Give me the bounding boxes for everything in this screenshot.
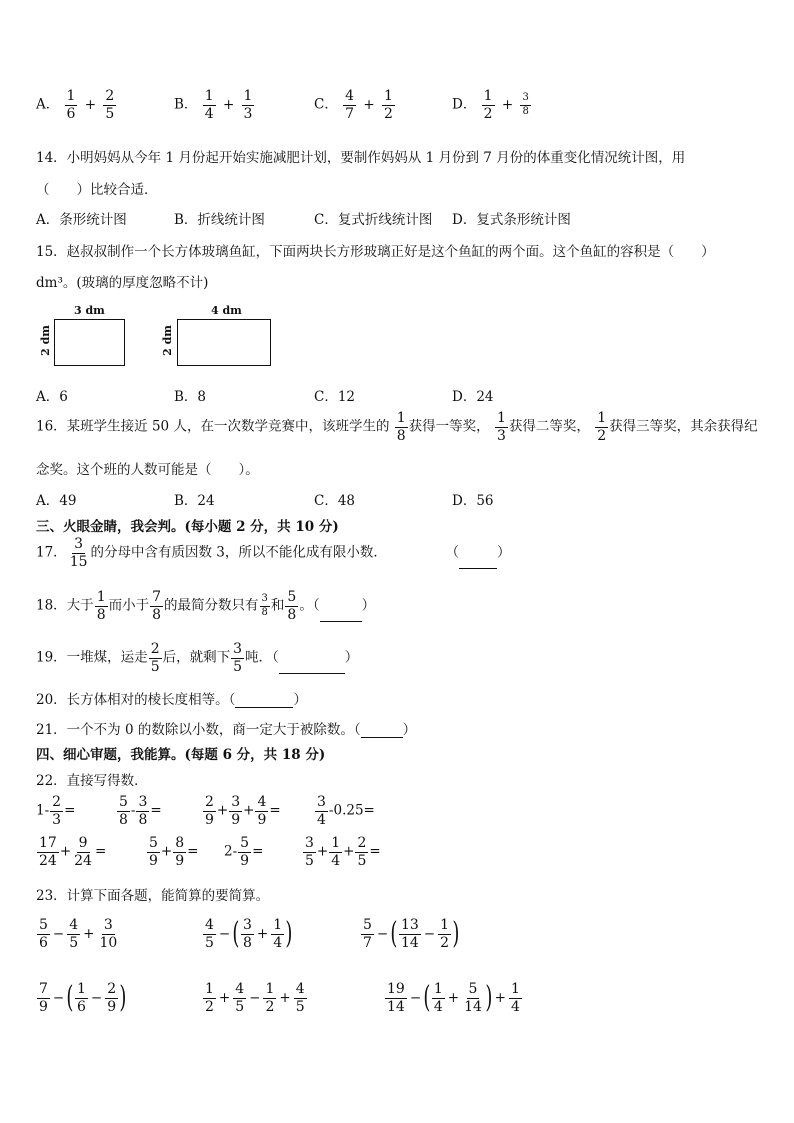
fraction: $\frac{13}{14}$ bbox=[400, 917, 419, 951]
q14-text-line1: 14．小明妈妈从今年 1 月份起开始实施减肥计划，要制作妈妈从 1 月份到 7 月份的体重变化情况统计图，用 bbox=[36, 150, 686, 166]
rect1-side-label: 2 dm bbox=[38, 325, 52, 356]
fraction: $\frac{2}{9}$ bbox=[205, 794, 214, 828]
q22-expr: $\frac{17}{24}$ + $\frac{9}{24}$ = bbox=[39, 835, 107, 869]
rect1-top-label: 3 dm bbox=[74, 304, 105, 317]
fraction: $\frac{3}{15}$ bbox=[69, 536, 88, 570]
fraction: $\frac{5}{9}$ bbox=[240, 835, 250, 869]
fraction: $\frac{5}{8}$ bbox=[119, 794, 128, 828]
q23-expr: $\frac{5}{7}$ −( $\frac{13}{14}$ − $\frac{1}{2}$ ) bbox=[363, 916, 460, 952]
q16-option-d: D．56 bbox=[452, 493, 494, 509]
fraction: $\frac{17}{24}$ bbox=[39, 835, 57, 869]
fraction: $\frac{1}{4}$ bbox=[331, 835, 341, 869]
q22-expr: $\frac{2}{9}$ + $\frac{3}{9}$ + $\frac{4}{9}$ = bbox=[205, 794, 281, 828]
q22-expr: $\frac{3}{5}$ + $\frac{1}{4}$ + $\frac{2}{5}$ = bbox=[305, 835, 381, 869]
fraction: $\frac{19}{14}$ bbox=[387, 981, 405, 1015]
fraction: $\frac{1}{2}$ bbox=[597, 410, 607, 444]
fraction: $\frac{1}{4}$ bbox=[204, 88, 214, 122]
q15-option-b: B．8 bbox=[174, 389, 207, 405]
fraction: $\frac{1}{3}$ bbox=[496, 410, 506, 444]
answer-blank[interactable] bbox=[235, 695, 293, 708]
answer-blank[interactable] bbox=[361, 725, 403, 738]
fraction: $\frac{2}{3}$ bbox=[52, 794, 62, 828]
section-4-heading: 四、细心审题，我能算。(每题 6 分，共 18 分) bbox=[36, 747, 326, 763]
fraction: $\frac{3}{5}$ bbox=[233, 641, 243, 675]
fraction: $\frac{1}{4}$ bbox=[273, 917, 283, 951]
answer-blank[interactable] bbox=[320, 609, 362, 622]
q13-option-b: B． $\frac{1}{4}$ + $\frac{1}{3}$ bbox=[174, 88, 253, 122]
fraction: $\frac{3}{8}$ bbox=[261, 593, 268, 618]
fraction: $\frac{4}{5}$ bbox=[69, 917, 79, 951]
fraction: $\frac{4}{5}$ bbox=[205, 917, 214, 951]
fraction: $\frac{4}{9}$ bbox=[257, 794, 267, 828]
q22-expr: $\frac{5}{9}$ + $\frac{8}{9}$ = bbox=[149, 835, 199, 869]
glass-rectangle-3x2 bbox=[54, 319, 125, 366]
q15-option-a: A．6 bbox=[36, 389, 68, 405]
fraction: $\frac{5}{6}$ bbox=[39, 917, 48, 951]
q20: 20．长方体相对的棱长度相等。（ ） bbox=[36, 692, 307, 708]
q22-expr: 2- $\frac{5}{9}$ = bbox=[224, 835, 264, 869]
q23-expr: $\frac{4}{5}$ −( $\frac{3}{8}$ + $\frac{1}{4}$ ) bbox=[205, 916, 293, 952]
q16-text-line2: 念奖。这个班的人数可能是（ ）。 bbox=[36, 462, 259, 478]
fraction: $\frac{3}{8}$ bbox=[522, 92, 529, 117]
q18: 18．大于 $\frac{1}{8}$ 而小于 $\frac{7}{8}$ 的最简分数只有 $\frac{3}{8}$ 和 $\frac{5}{8}$ 。（ ） bbox=[36, 589, 376, 623]
fraction: $\frac{9}{24}$ bbox=[74, 835, 92, 869]
q23-expr: $\frac{1}{2}$ + $\frac{4}{5}$ − $\frac{1}{2}$ + $\frac{4}{5}$ bbox=[205, 981, 305, 1015]
q14-option-b: B．折线统计图 bbox=[174, 212, 265, 228]
answer-blank[interactable] bbox=[459, 556, 497, 569]
fraction: $\frac{5}{9}$ bbox=[149, 835, 158, 869]
q14-text-line2: （ ）比较合适． bbox=[36, 182, 158, 198]
q22-expr: $\frac{5}{8}$ - $\frac{3}{8}$ = bbox=[119, 794, 162, 828]
fraction: $\frac{1}{6}$ bbox=[66, 88, 76, 122]
fraction: $\frac{1}{8}$ bbox=[396, 410, 406, 444]
q14-option-d: D．复式条形统计图 bbox=[452, 212, 571, 228]
q15-text-line1: 15．赵叔叔制作一个长方体玻璃鱼缸，下面两块长方形玻璃正好是这个鱼缸的两个面。这个鱼缸的容积是（ ） bbox=[36, 244, 715, 260]
fraction: $\frac{5}{8}$ bbox=[287, 589, 297, 623]
fraction: $\frac{1}{2}$ bbox=[205, 981, 214, 1015]
q16-option-c: C．48 bbox=[314, 493, 356, 509]
fraction: $\frac{2}{5}$ bbox=[150, 641, 160, 675]
fraction: $\frac{4}{5}$ bbox=[235, 981, 245, 1015]
q13-option-a: A． $\frac{1}{6}$ + $\frac{2}{5}$ bbox=[36, 88, 115, 122]
section-3-heading: 三、火眼金睛，我会判。(每小题 2 分，共 10 分) bbox=[36, 519, 339, 535]
answer-blank[interactable] bbox=[279, 661, 345, 674]
fraction: $\frac{3}{8}$ bbox=[138, 794, 148, 828]
q16-option-b: B．24 bbox=[174, 493, 215, 509]
fraction: $\frac{8}{9}$ bbox=[175, 835, 185, 869]
q17: 17． $\frac{3}{15}$ 的分母中含有质因数 3，所以不能化成有限小数． （ ） bbox=[36, 536, 511, 570]
q16-option-a: A．49 bbox=[36, 493, 77, 509]
q23-expr: $\frac{7}{9}$ −( $\frac{1}{6}$ − $\frac{2}{9}$ ) bbox=[39, 980, 127, 1016]
fraction: $\frac{5}{7}$ bbox=[363, 917, 372, 951]
q13-option-d: D． $\frac{1}{2}$ + $\frac{3}{8}$ bbox=[452, 88, 529, 122]
fraction: $\frac{5}{14}$ bbox=[464, 981, 482, 1015]
q23-expr: $\frac{5}{6}$ − $\frac{4}{5}$ + $\frac{3}{10}$ bbox=[39, 917, 118, 951]
q22-title: 22．直接写得数． bbox=[36, 773, 148, 789]
q14-option-c: C．复式折线统计图 bbox=[314, 212, 433, 228]
fraction: $\frac{1}{4}$ bbox=[510, 981, 520, 1015]
fraction: $\frac{1}{6}$ bbox=[76, 981, 86, 1015]
fraction: $\frac{3}{10}$ bbox=[99, 917, 118, 951]
fraction: $\frac{3}{5}$ bbox=[305, 835, 314, 869]
q21: 21．一个不为 0 的数除以小数，商一定大于被除数。（ ） bbox=[36, 722, 417, 738]
q16-text-line1: 16．某班学生接近 50 人，在一次数学竞赛中，该班学生的 $\frac{1}{8}$ 获得一等奖， $\frac{1}{3}$ 获得二等奖， $\frac{1}{2}$ 获得三等奖，其余获得纪 bbox=[36, 410, 758, 444]
fraction: $\frac{3}{9}$ bbox=[231, 794, 241, 828]
fraction: $\frac{2}{5}$ bbox=[105, 88, 115, 122]
q15-text-line2: dm³。(玻璃的厚度忽略不计) bbox=[36, 275, 209, 291]
fraction: $\frac{1}{2}$ bbox=[383, 88, 393, 122]
q15-option-c: C．12 bbox=[314, 389, 356, 405]
fraction: $\frac{3}{4}$ bbox=[317, 794, 326, 828]
fraction: $\frac{2}{9}$ bbox=[107, 981, 117, 1015]
q23-title: 23．计算下面各题，能简算的要简算。 bbox=[36, 888, 270, 904]
q22-expr: $\frac{3}{4}$ -0.25= bbox=[317, 794, 375, 828]
q13-option-c: C． $\frac{4}{7}$ + $\frac{1}{2}$ bbox=[314, 88, 393, 122]
fraction: $\frac{1}{3}$ bbox=[243, 88, 253, 122]
fraction: $\frac{7}{9}$ bbox=[39, 981, 48, 1015]
glass-rectangle-4x2 bbox=[177, 319, 271, 366]
q15-option-d: D．24 bbox=[452, 389, 494, 405]
rect2-top-label: 4 dm bbox=[211, 304, 242, 317]
fraction: $\frac{2}{5}$ bbox=[357, 835, 367, 869]
fraction: $\frac{1}{2}$ bbox=[265, 981, 275, 1015]
q19: 19．一堆煤，运走 $\frac{2}{5}$ 后，就剩下 $\frac{3}{5}$ 吨．（ ） bbox=[36, 641, 359, 675]
q14-option-a: A．条形统计图 bbox=[36, 212, 127, 228]
fraction: $\frac{4}{7}$ bbox=[345, 88, 355, 122]
fraction: $\frac{1}{2}$ bbox=[483, 88, 493, 122]
q23-expr: $\frac{19}{14}$ −( $\frac{1}{4}$ + $\frac{5}{14}$ ) + $\frac{1}{4}$ bbox=[387, 980, 520, 1016]
fraction: $\frac{7}{8}$ bbox=[152, 589, 162, 623]
fraction: $\frac{1}{2}$ bbox=[440, 917, 450, 951]
fraction: $\frac{3}{8}$ bbox=[242, 917, 252, 951]
fraction: $\frac{4}{5}$ bbox=[295, 981, 305, 1015]
q22-expr: 1- $\frac{2}{3}$ = bbox=[36, 794, 76, 828]
fraction: $\frac{1}{4}$ bbox=[433, 981, 443, 1015]
rect2-side-label: 2 dm bbox=[160, 325, 174, 356]
fraction: $\frac{1}{8}$ bbox=[96, 589, 106, 623]
